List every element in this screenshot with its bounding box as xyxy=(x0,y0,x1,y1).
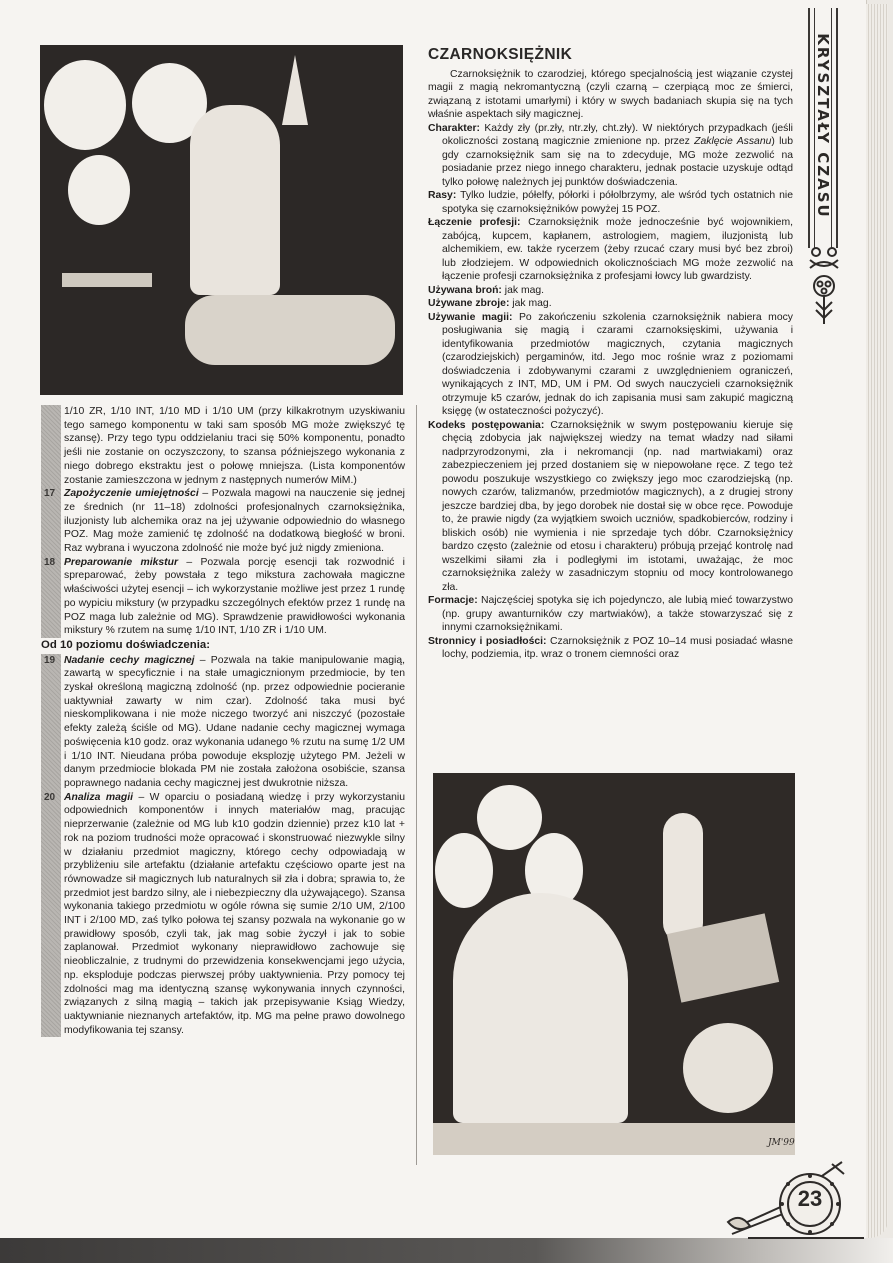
entry-number: 17 xyxy=(44,488,56,500)
artist-signature: JM'99 xyxy=(768,1138,795,1148)
field-laczenie-profesji xyxy=(428,216,793,284)
magazine-side-tab xyxy=(808,8,838,248)
entry-number: 18 xyxy=(44,556,56,568)
field-text: Czarnoksiężnik może jednocześnie być wojownikiem, zabójcą, kupcem, kapłanem, astrologiem, magiem, iluzjonistą lub alchemikiem, ew. także rycerzem (żeby rzucać czary musi być bez zbroi) lub złodziejem. W odpowiednich okolicznościach MG może zezwolić na łączenie profesji czarnoksiężnika z profesjami łowcy lub gwardzisty. xyxy=(442,217,793,282)
field-stronnicy xyxy=(428,635,793,662)
wizard-hood xyxy=(282,55,308,125)
right-column xyxy=(428,48,793,662)
field-text: Czarnoksiężnik z POZ 10–14 musi posiadać własne lochy, podziemia, itp. wraz o tronem ciemności oraz xyxy=(442,635,793,660)
gothic-window-left xyxy=(435,833,493,908)
field-text: Tylko ludzie, półelfy, półorki i półolbrzymy, ale wśród tych ostatnich nie spotyka się czarnoksiężników powyżej 15 POZ. xyxy=(442,190,793,215)
side-tab-title: KRYSZTAŁY CZASU xyxy=(814,33,832,219)
table-pedestal xyxy=(62,273,152,287)
field-label: Charakter: xyxy=(428,122,480,134)
illustration-sorcerer-scrolls xyxy=(40,45,403,395)
field-text: Najczęściej spotyka się ich pojedynczo, ale lubią mieć towarzystwo (np. grupy awanturników czy martwiaków), a także stowarzyszać się z innymi czarnoksiężnikami. xyxy=(442,595,793,633)
entry-number-bar xyxy=(41,405,61,487)
field-label: Kodeks postępowania: xyxy=(428,419,545,431)
page-number: 23 xyxy=(797,1186,823,1211)
hooded-sorcerer xyxy=(453,893,628,1123)
round-window-1 xyxy=(44,60,126,150)
celtic-knot-icon xyxy=(806,246,842,326)
entry-text: – Pozwala porcję esencji tak rozwodnić i spreparować, żeby powstała z tego mikstura zachowała magiczne właściwości użytej esencji – ich wykorzystanie możliwe jest przez 1 rundę po wypiciu mikstury (w przypadku szczególnych efektów przez 1 rundę na POZ maga lub zależnie od MG). Sprawdzenie prawidłowości wykonania mikstury % rzutem na sumę 1/10 INT, 1/10 ZR i 1/10 UM. xyxy=(64,556,405,637)
field-charakter xyxy=(428,122,793,190)
section-heading-level-10: Od 10 poziomu doświadczenia: xyxy=(41,638,210,651)
field-uzywane-zbroje xyxy=(428,297,793,311)
entry-number-bar xyxy=(41,791,61,1038)
glowing-orb xyxy=(683,1023,773,1113)
entry-text: – Pozwala magowi na nauczenie się jednej ze średnich (nr 11–18) zdolności profesjonalnych czarnoksiężnika, iluzjonisty lub alchemika oraz na jej używanie odpowiednio do własnego POZ. Mag może zamienić tę zdolność na dodatkową biegłość w broni. Raz wybrana i wyuczona zdolność nie może być już nigdy zmieniona. xyxy=(64,488,405,555)
field-label: Łączenie profesji: xyxy=(428,217,521,228)
field-label: Formacje: xyxy=(428,595,478,606)
floor xyxy=(433,1123,795,1155)
entry-18 xyxy=(41,556,405,638)
entry-title: Nadanie cechy magicznej xyxy=(64,654,195,666)
field-label: Używane zbroje: xyxy=(428,298,510,309)
chained-captive xyxy=(663,813,703,943)
entry-text: 1/10 ZR, 1/10 INT, 1/10 MD i 1/10 UM (przy kilkakrotnym uzyskiwaniu tego samego komponentu w taki sam sposób MG może zwiększyć tę szansę). Przy tego typu oddzielaniu traci się 50% komponentu, ponadto jeśli nie zostanie on oczyszczony, to szansa późniejszego wykonania z niego dobrego ekstraktu jest o połowę mniejsza. (Lista komponentów zostanie zamieszczona w jednym z następnych numerów MiM.) xyxy=(64,406,405,486)
entry-title: Zapożyczenie umiejętności xyxy=(64,488,199,500)
round-window-3 xyxy=(68,155,130,225)
illustration-sorcerer-captive xyxy=(433,773,795,1155)
left-column xyxy=(41,405,405,1037)
entry-text: – W oparciu o posiadaną wiedzę i przy wykorzystaniu odpowiednich komponentów i innych materiałów mag, pracując nieprzerwanie (zależnie od MG lub k10 godzin dziennie) przez k10 lat + rok na poziom trudności może opracować i skonstruować niezwykle silny w działaniu przedmiot magiczny, którego cechy odpowiadają w przybliżeniu sile artefaktu (działanie artefaktu częściowo oparte jest na równowadze sił magicznych lub naturalnych sił zła i dobra; sprawia to, że przedmiot jest bardzo silny, ale i niebezpieczny dla używającego). Szansa wykonania takiego przedmiotu w ogóle równa się sumie 2/10 UM, 2/100 INT i 2/100 MD, zaś tylko połowa tej szansy pozwala na wykonanie go w prawidłowy sposób, czyli tak, jak mag sobie życzył i jak to sobie zaplanował. Przedmiot wykonany nieprawidłowo zachowuje się nieobliczalnie, z trudnymi do przewidzenia konsekwencjami jego użycia, np. eksploduje podczas pierwszej próby uaktywnienia. Przy pomocy tej zdolności mag ma identyczną szansę wykonywania innych czynności, związanych z silną magią – takich jak przepisywanie Ksiąg Wiedzy, uaktywnianie nieznanych artefaktów, itp. MG ma pełne prawo dowolnego modyfikowania tej szansy. xyxy=(64,791,406,1036)
field-text: Każdy zły (pr.zły, ntr.zły, cht.zły). W niektórych przypadkach (jeśli okoliczności zostaną magicznie zmienione np. przez xyxy=(442,122,793,147)
gothic-window-top xyxy=(477,785,542,850)
entry-19 xyxy=(41,654,405,791)
field-label: Stronnicy i posiadłości: xyxy=(428,635,547,647)
field-uzywanie-magii xyxy=(428,311,793,419)
article-heading: CZARNOKSIĘŻNIK xyxy=(428,46,573,63)
entry-number: 19 xyxy=(44,654,56,666)
scroll-pile xyxy=(185,295,395,365)
entry-17 xyxy=(41,487,405,556)
page-stack-edges xyxy=(866,4,888,1238)
field-kodeks-postepowania xyxy=(428,419,793,595)
entry-title: Analiza magii xyxy=(64,791,133,803)
intro-paragraph: Czarnoksiężnik to czarodziej, którego specjalnością jest wiązanie czystej magii z magią nekromantyczną (czyli czarną – czerpiącą moc ze śmierci, związaną z istotami umarłymi) i który w swych badaniach skupia się na tych właśnie aspektach siły magicznej. xyxy=(428,68,793,120)
entry-20 xyxy=(41,791,405,1038)
spell-name: Zaklęcie Assanu xyxy=(694,136,772,147)
field-text: jak mag. xyxy=(509,298,552,309)
field-text: jak mag. xyxy=(501,284,545,296)
field-label: Używanie magii: xyxy=(428,311,513,323)
entry-number-bar xyxy=(41,654,61,791)
field-text: Czarnoksiężnik w swym postępowaniu kieruje się chęcią zdobycia jak największej wiedzy na temat władzy nad siłami nadprzyrodzonymi, zła i nekromancji (np. nad martwiakami) oraz zabezpieczeniem jej przed dostaniem się w niepowołane ręce. Z tego też powodu poszukuje wszystkiego co zwiększy jego moc czarodziejską (np. nowych czarów, talizmanów, przedmiotów magicznych), a z drugiej strony jeszcze bardziej dba, by jego dorobek nie dostał się w obce ręce. Powoduje to, że prawie nigdy (za wyjątkiem swoich uczniów, spadkobierców, rodziny i bliskich osób) nie wymienia i nie sprzedaje tych dóbr. Czarnoksiężnicy bardzo często (zależnie od etosu i charakteru) próbują przejąć kontrolę nad wszelkimi siłami zła i podległymi im istotami, uważając, że moc czarnoksiężnika zależy w zasadniczym stopniu od mocy kontrolowanego zła. xyxy=(442,419,793,593)
entry-number: 20 xyxy=(44,791,56,803)
field-uzywana-bron xyxy=(428,284,793,298)
field-rasy xyxy=(428,189,793,216)
field-text: ) lub gdy czarnoksiężnik sam się na to zdecyduje, MG może zezwolić na posiadanie przez niego innego charakteru, jednak postacie uzyskuje odtąd tylko połowę należnych jej punktów doświadczenia. xyxy=(442,136,793,188)
entry-text: – Pozwala na takie manipulowanie magią, zawartą w specyficznie i na stałe umagicznionym przedmiocie, by ten zyskał określoną magiczną zdolność (np. przez odpowiednie pocieranie uaktywniał zawarty w nim czar). Zdolność taka musi być nieskomplikowana i nie może niczego tworzyć ani niszczyć (pozostałe efekty zależą ściśle od MG). Udane nadanie cechy magicznej wymaga poświęcenia k10 godz. oraz wykonania udanego % rzutu na sumę 1/2 UM i 1/10 INT. Nieudana próba powoduje eksplozję użytego PM. Jeżeli w danym przedmiocie blokada PM nie została założona osobiście, szansa poprawnego nadania cechy magicznej jest dwukrotnie niższa. xyxy=(64,654,405,789)
column-divider xyxy=(416,405,417,1165)
field-formacje xyxy=(428,594,793,635)
field-label: Rasy: xyxy=(428,190,457,201)
entry-title: Preparowanie mikstur xyxy=(64,556,179,568)
field-label: Używana broń: xyxy=(428,284,502,296)
entry-continuation xyxy=(41,405,405,487)
sorcerer-figure xyxy=(190,105,280,295)
field-text: Po zakończeniu szkolenia czarnoksiężnik nabiera mocy posługiwania się magią i czarami czarnoksięskimi, używania i identyfikowania przedmiotów magicznych, czytania magicznych (czarodziejskich) pergaminów, itd. Jego moc rośnie wraz z poziomami doświadczenia i zdobywanymi czarami z uwzględnieniem ograniczeń, wynikających z INT, MD, UM i PM. Od swych nauczycieli czarnoksiężnik otrzymuje k5 czarów, jednak do ich zapisania musi sam zakupić magiczną księgę (w ostateczności pożyczyć). xyxy=(442,311,793,417)
